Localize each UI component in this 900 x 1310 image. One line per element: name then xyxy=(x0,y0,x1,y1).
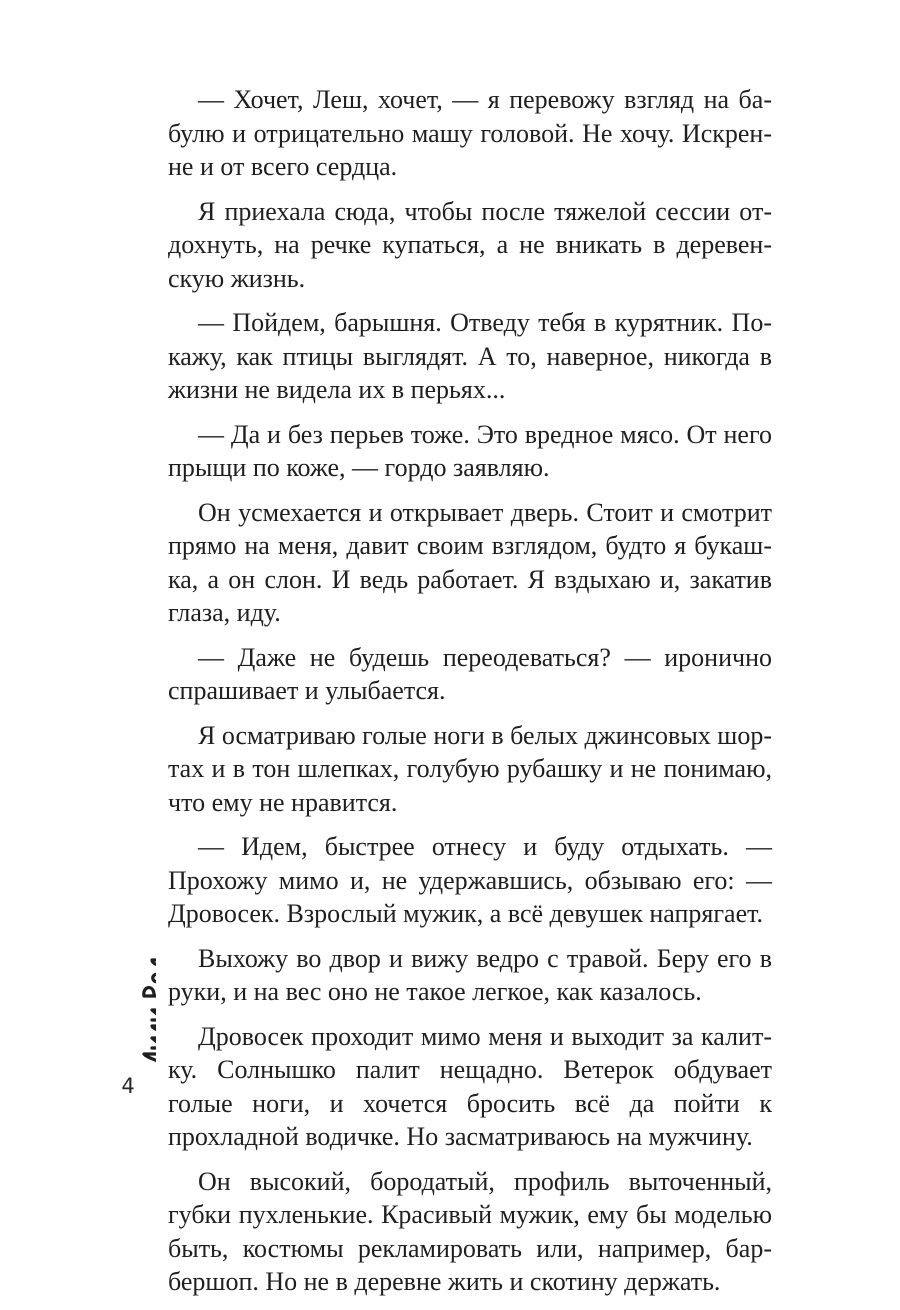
paragraph-2: Я приехала сюда, чтобы после тяжелой сессии отдохнуть, на речке купаться, а не вникать в деревенскую жизнь. xyxy=(168,196,772,293)
paragraph-8: — Идем, быстрее отнесу и буду отдыхать. — Прохожу мимо и, не удержавшись, обзываю его: — Дровосек. Взрослый мужик, а всё девушек напрягает. xyxy=(168,832,772,928)
author-logo xyxy=(108,910,156,1070)
paragraph-10: Дровосек проходит мимо меня и выходит за калитку. Солнышко палит нещадно. Ветерок обдувает голые ноги, и хочется бросить всё да пойти к прохладной водичке. Но засматриваюсь на мужчину. xyxy=(168,1021,772,1151)
page-number: 4 xyxy=(121,1074,135,1098)
author-signature-icon xyxy=(108,910,156,1070)
paragraph-7: Я осматриваю голые ноги в белых джинсовых шортах и в тон шлепках, голубую рубашку и не понимаю, что ему не нравится. xyxy=(168,720,772,817)
paragraph-5: Он усмехается и открывает дверь. Стоит и смотрит прямо на меня, давит своим взглядом, будто я букашка, а он слон. И ведь работает. Я вздыхаю и, закатив глаза, иду. xyxy=(168,497,772,627)
paragraph-11: Он высокий, бородатый, профиль выточенный, губки пухленькие. Красивый мужик, ему бы моделью быть, костюмы рекламировать или, например, барбершоп. Но не в деревне жить и скотину держать. xyxy=(168,1166,772,1296)
paragraph-4: — Да и без перьев тоже. Это вредное мясо. От него прыщи по коже, — гордо заявляю. xyxy=(168,419,772,482)
paragraph-1: — Хочет, Леш, хочет, — я перевожу взгляд на бабулю и отрицательно машу головой. Не хочу. Искренне и от всего сердца. xyxy=(168,85,772,181)
paragraph-9: Выхожу во двор и вижу ведро с травой. Беру его в руки, и на вес оно не такое легкое, как казалось. xyxy=(168,943,772,1006)
paragraph-6: — Даже не будешь переодеваться? — иронично спрашивает и улыбается. xyxy=(168,642,772,705)
body-text xyxy=(168,83,772,1310)
paragraph-3: — Пойдем, барышня. Отведу тебя в курятник. Покажу, как птицы выглядят. А то, наверное, никогда в жизни не видела их в перьях... xyxy=(168,308,772,404)
